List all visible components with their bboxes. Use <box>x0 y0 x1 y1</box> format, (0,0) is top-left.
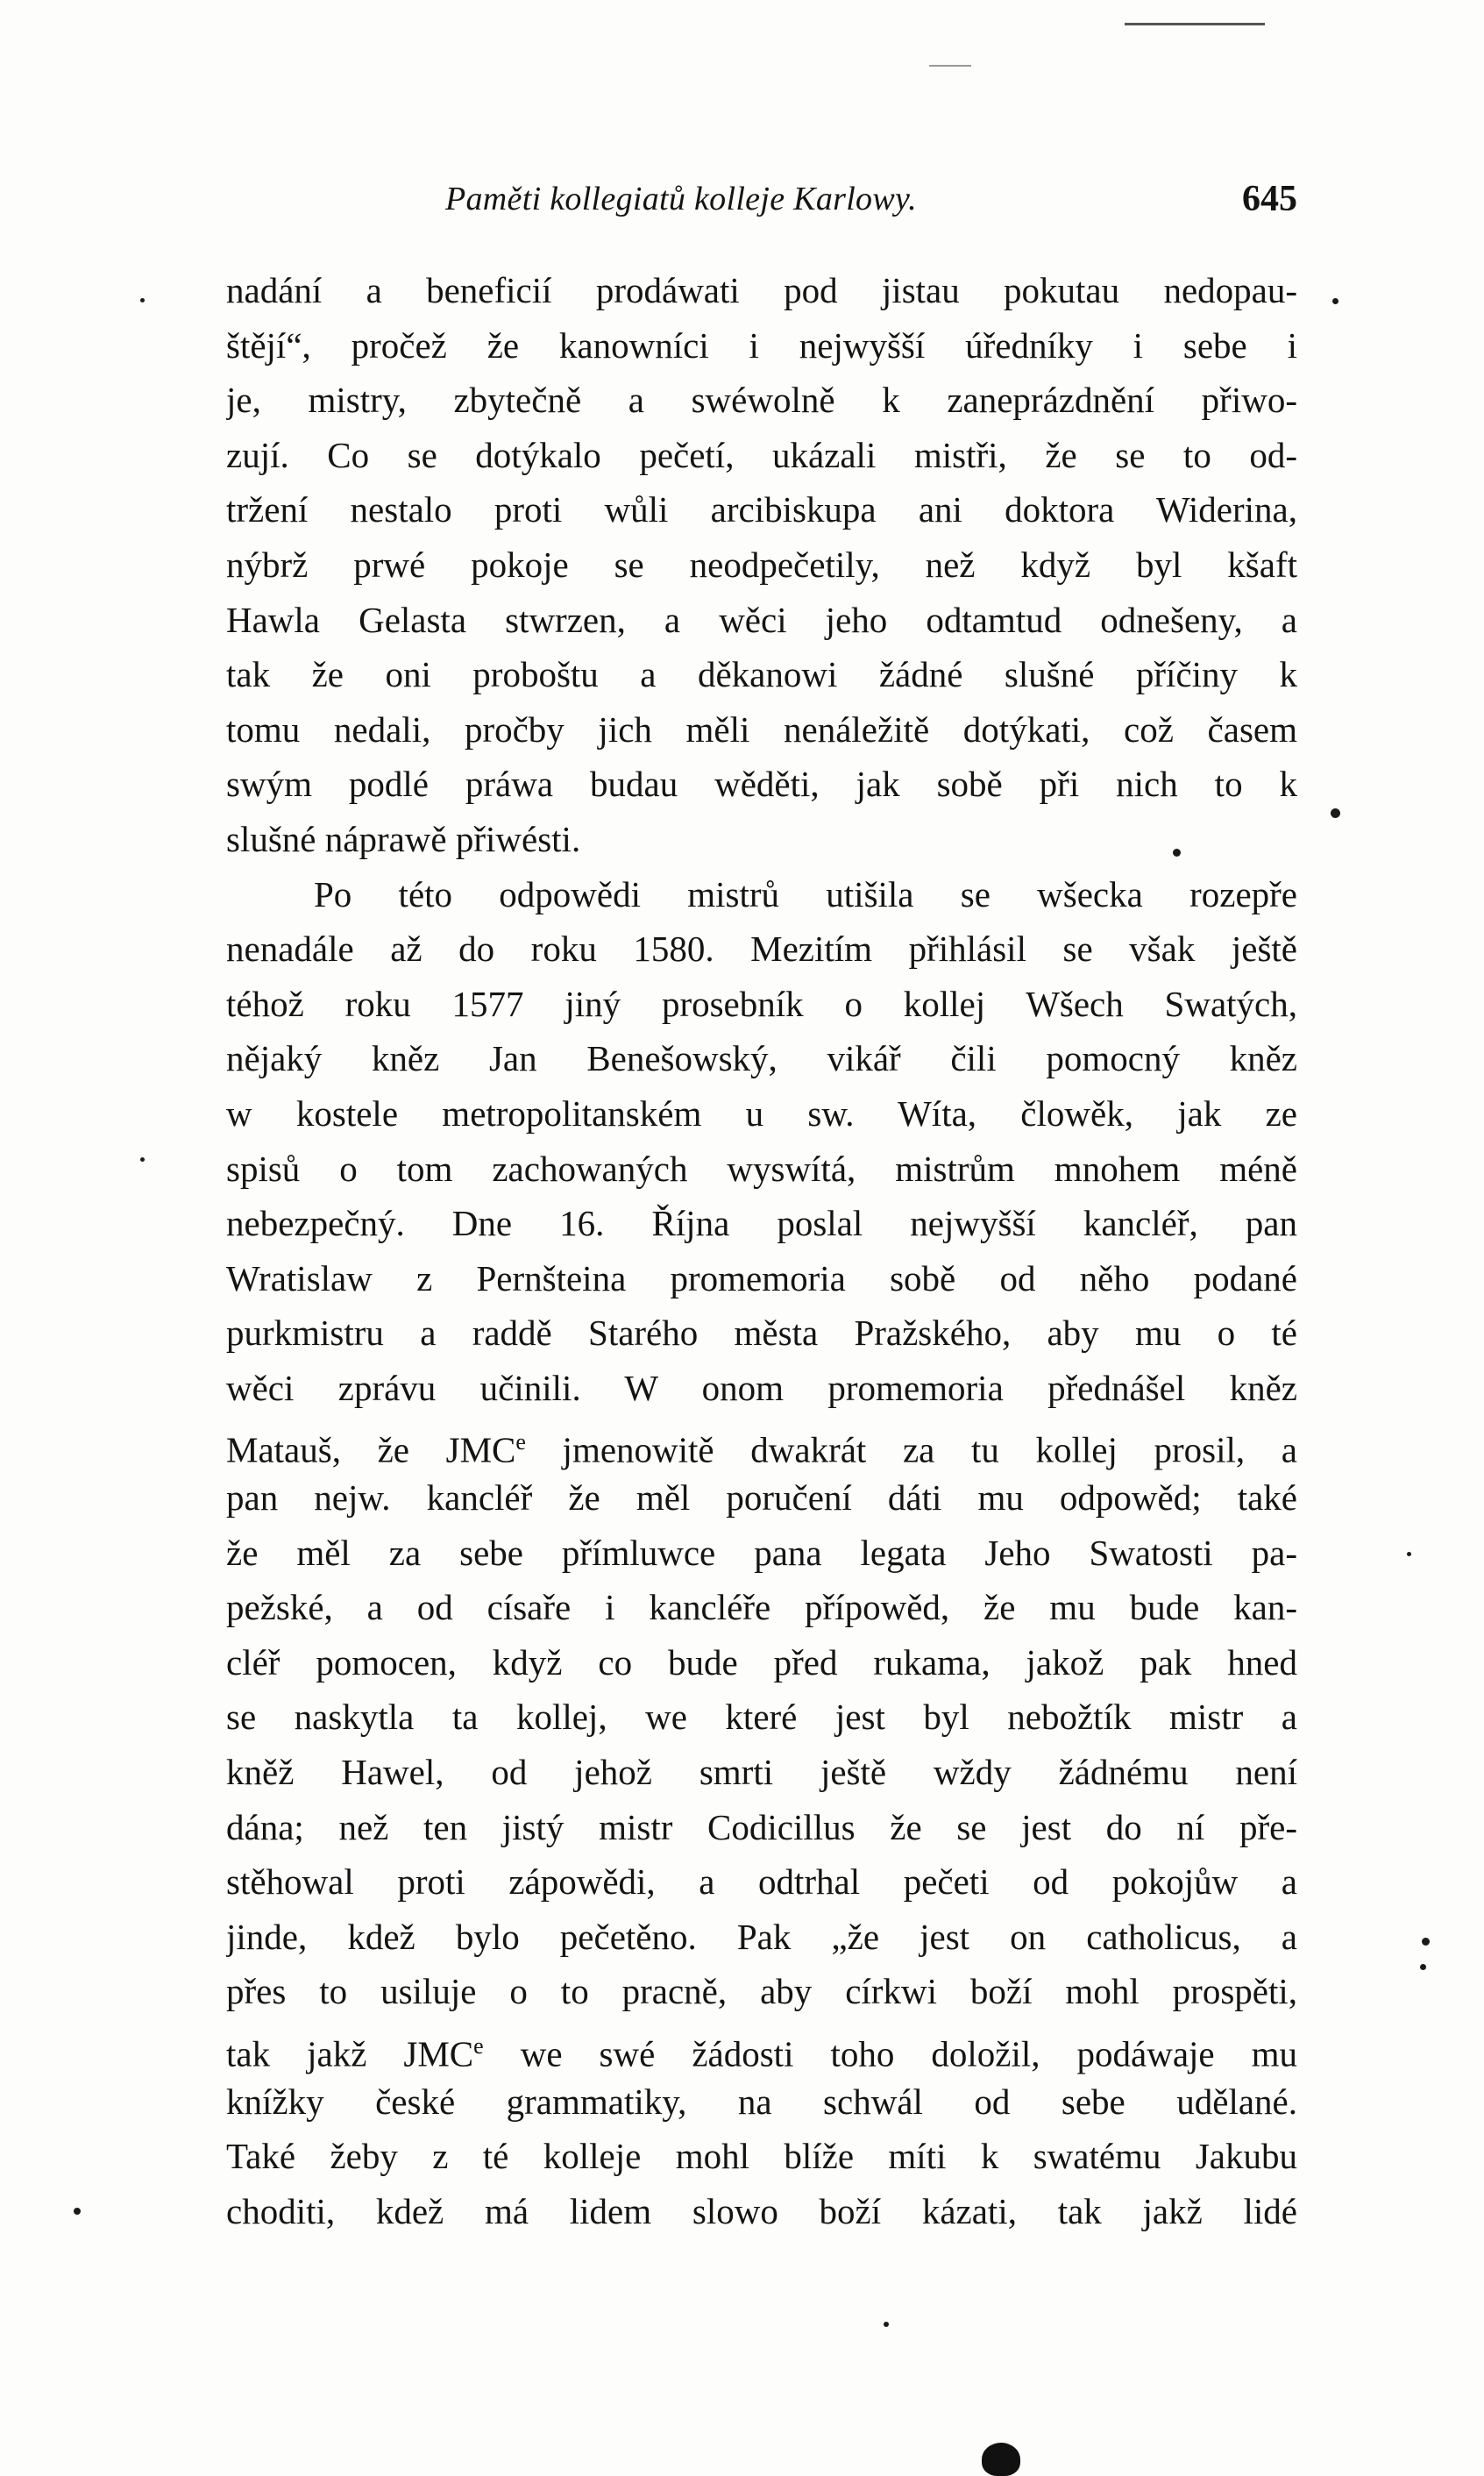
text-line: nadání a beneficií prodáwati pod jistau pokutau nedopau- <box>226 270 1297 310</box>
text-line: pežské, a od císaře i kancléře přípowěd, že mu bude kan- <box>226 1587 1297 1628</box>
scan-speck <box>1420 1964 1426 1970</box>
scan-speck <box>884 2322 889 2327</box>
text-line: stěhowal proti zápowědi, a odtrhal pečeti od pokojůw a <box>226 1861 1297 1903</box>
text-segment: jmenowitě dwakrát za tu kollej prosil, a <box>525 1430 1297 1471</box>
text-line-with-superscript <box>226 1415 1297 1470</box>
running-title: Paměti kollegiatů kolleje Karlowy. <box>445 181 917 217</box>
text-line: pan nejw. kancléř že měl poručení dáti mu odpowěd; také <box>226 1477 1297 1519</box>
text-line: knížky české grammatiky, na schwál od sebe udělané. <box>226 2081 1297 2122</box>
text-line-paragraph-end: slušné náprawě přiwésti. <box>226 818 581 859</box>
page-number: 645 <box>1242 179 1297 219</box>
superscript: e <box>473 2033 484 2059</box>
text-line: kněž Hawel, od jehož smrti ještě wždy žádnému není <box>226 1752 1297 1793</box>
text-segment: Matauš, že JMC <box>226 1430 516 1471</box>
text-line: nýbrž prwé pokoje se neodpečetily, než když byl kšaft <box>226 544 1297 585</box>
scan-blot <box>982 2443 1020 2476</box>
scan-speck <box>74 2208 81 2215</box>
text-line: nějaký kněz Jan Benešowský, vikář čili pomocný kněz <box>226 1038 1297 1079</box>
text-segment: tak jakž JMC <box>226 2033 474 2074</box>
text-line: téhož roku 1577 jiný prosebník o kollej Wšech Swatých, <box>226 983 1297 1024</box>
scan-mark <box>1125 23 1265 25</box>
text-line: purkmistru a raddě Starého města Pražského, aby mu o té <box>226 1313 1297 1354</box>
text-line: že měl za sebe přímluwce pana legata Jeho Swatosti pa- <box>226 1532 1297 1573</box>
text-line-paragraph-start: Po této odpowědi mistrů utišila se wšecka rozepře <box>314 873 1297 914</box>
scan-speck <box>140 298 145 302</box>
text-line: nenadále až do roku 1580. Mezitím přihlásil se však ještě <box>226 928 1297 970</box>
text-line: Wratislaw z Pernšteina promemoria sobě od něho podané <box>226 1257 1297 1298</box>
text-segment: we swé žádosti toho doložil, podáwaje mu <box>483 2033 1297 2074</box>
text-line: Hawla Gelasta stwrzen, a wěci jeho odtamtud odnešeny, a <box>226 599 1297 640</box>
text-line: přes to usiluje o to pracně, aby církwi boží mohl prospěti, <box>226 1971 1297 2012</box>
text-line-with-superscript <box>226 2019 1297 2074</box>
scan-speck <box>1173 849 1181 857</box>
text-line: swým podlé práwa budau wěděti, jak sobě při nich to k <box>226 764 1297 805</box>
scan-speck <box>1332 298 1338 304</box>
text-line: choditi, kdež má lidem slowo boží kázati, tak jakž lidé <box>226 2190 1297 2231</box>
text-line: spisů o tom zachowaných wyswítá, mistrům mnohem méně <box>226 1148 1297 1189</box>
text-line: wěci zprávu učinili. W onom promemoria přednášel kněz <box>226 1367 1297 1408</box>
running-header <box>226 180 1297 232</box>
text-line: tržení nestalo proti wůli arcibiskupa ani doktora Widerina, <box>226 489 1297 530</box>
body-text <box>226 263 1297 2238</box>
scan-speck <box>1422 1938 1430 1946</box>
text-line: Také žeby z té kolleje mohl blíže míti k swatému Jakubu <box>226 2136 1297 2177</box>
scan-speck <box>1331 808 1340 818</box>
text-line: se naskytla ta kollej, we které jest byl nebožtík mistr a <box>226 1697 1297 1738</box>
text-line: štějí“, pročež že kanowníci i nejwyšší úředníky i sebe i <box>226 324 1297 366</box>
text-line: w kostele metropolitanském u sw. Wíta, člowěk, jak ze <box>226 1092 1297 1134</box>
text-line: je, mistry, zbytečně a swéwolně k zaneprázdnění přiwo- <box>226 380 1297 421</box>
text-line: zují. Co se dotýkalo pečetí, ukázali mistři, že se to od- <box>226 434 1297 475</box>
text-line: cléř pomocen, když co bude před rukama, jakož pak hned <box>226 1641 1297 1683</box>
superscript: e <box>515 1429 526 1455</box>
text-line: dána; než ten jistý mistr Codicillus že se jest do ní pře- <box>226 1806 1297 1847</box>
text-line: nebezpečný. Dne 16. Října poslal nejwyšší kancléř, pan <box>226 1203 1297 1244</box>
scan-speck <box>1407 1552 1411 1556</box>
text-line: tomu nedali, pročby jich měli nenáležitě dotýkati, což časem <box>226 708 1297 750</box>
scan-mark <box>929 65 971 67</box>
text-line: tak že oni proboštu a děkanowi žádné slušné příčiny k <box>226 654 1297 695</box>
text-line: jinde, kdež bylo pečetěno. Pak „že jest on catholicus, a <box>226 1916 1297 1957</box>
scan-speck <box>140 1157 145 1162</box>
